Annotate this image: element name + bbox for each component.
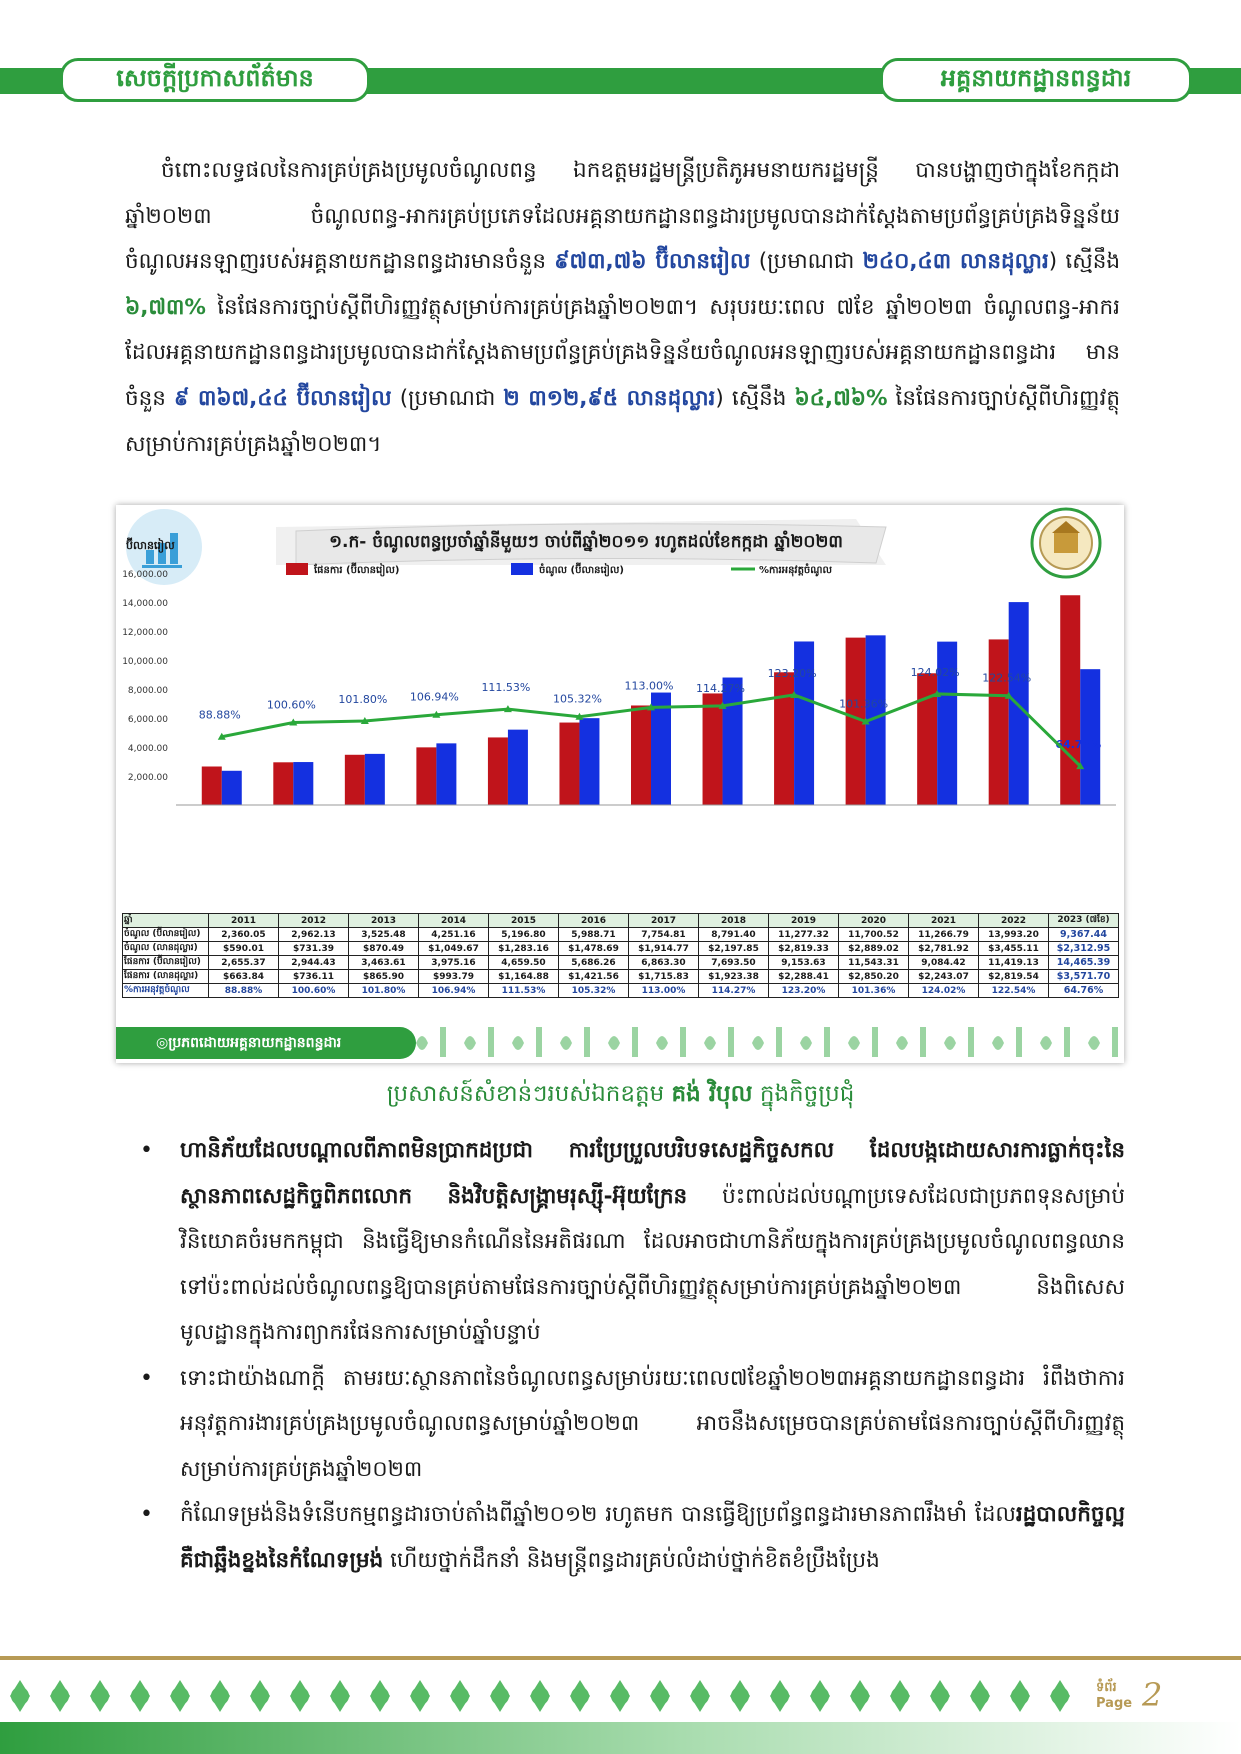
bar-plan	[416, 747, 436, 805]
ornament-motif	[608, 1036, 620, 1050]
ornament-motif	[650, 1680, 670, 1712]
ornament-motif	[90, 1680, 110, 1712]
legend-label: ផែនការ (ប៊ីលានរៀល)	[314, 565, 400, 576]
table-header-cell: ឆ្នាំ	[123, 914, 209, 928]
footer-rule	[0, 1656, 1241, 1660]
intro-paragraph: ចំពោះលទ្ធផលនៃការគ្រប់គ្រងប្រមូលចំណូលពន្ធ ឯកឧត្តមរដ្ឋមន្ត្រីប្រតិភូអមនាយករដ្ឋមន្ត្រី បានបង្ហាញថាក្នុងខែកក្កដា ឆ្នាំ២០២៣ ចំណូលពន្ធ-អាករគ្រប់ប្រភេទដែលអគ្គនាយកដ្ឋានពន្ធដារប្រមូលបានដាក់ស្តែងតាមប្រព័ន្ធគ្រប់គ្រងទិន្នន័យចំណូលអនឡាញរបស់អគ្គនាយកដ្ឋានពន្ធដារមានចំនួន ៩៧៣,៧៦ ប៊ីលានរៀល (ប្រមាណជា ២៤០,៤៣ លានដុល្លារ) ស្មើនឹង ៦,៧៣% នៃផែនការច្បាប់ស្តីពីហិរញ្ញវត្ថុសម្រាប់ការគ្រប់គ្រងឆ្នាំ២០២៣។ សរុបរយៈពេល ៧ខែ ឆ្នាំ២០២៣ ចំណូលពន្ធ-អាករ ដែលអគ្គនាយកដ្ឋានពន្ធដារប្រមូលបានដាក់ស្តែងតាមប្រព័ន្ធគ្រប់គ្រងទិន្នន័យចំណូលអនឡាញរបស់អគ្គនាយកដ្ឋានពន្ធដារ មានចំនួន ៩ ៣៦៧,៤៤ ប៊ីលានរៀល (ប្រមាណជា ២ ៣១២,៩៥ លានដុល្លារ) ស្មើនឹង ៦៤,៧៦% នៃផែនការច្បាប់ស្តីពីហិរញ្ញវត្ថុសម្រាប់ការគ្រប់គ្រងឆ្នាំ២០២៣។	[125, 158, 1121, 457]
y-axis-label: ប៊ីលានរៀល	[126, 539, 175, 552]
ornament-motif	[290, 1680, 310, 1712]
y-tick-label: 12,000.00	[122, 628, 168, 638]
y-tick-label: 6,000.00	[127, 715, 168, 725]
ornament-motif	[1010, 1680, 1030, 1712]
ornament-motif	[848, 1036, 860, 1050]
table-cell: 4,659.50	[489, 956, 559, 970]
table-cell: 8,791.40	[699, 928, 769, 942]
table-header-row: ឆ្នាំ 2011 2012 2013 2014 2015 2016 2017 2018 2019 2020 2021 2022 2023 (៧ខែ)	[123, 914, 1119, 928]
table-cell: 88.88%	[209, 984, 279, 998]
table-cell: 101.80%	[349, 984, 419, 998]
bar-revenue	[293, 762, 313, 805]
list-item: • ទោះជាយ៉ាងណាក្តី តាមរយៈស្ថានភាពនៃចំណូលពន្ធសម្រាប់រយៈពេល៧ខែឆ្នាំ២០២៣អគ្គនាយកដ្ឋានពន្ធដារ រំពឹងថាការអនុវត្តការងារគ្រប់គ្រងប្រមូលចំណូលពន្ធសម្រាប់ឆ្នាំ២០២៣ អាចនឹងសម្រេចបានគ្រប់តាមផែនការច្បាប់ស្តីពីហិរញ្ញវត្ថុសម្រាប់ការគ្រប់គ្រងឆ្នាំ២០២៣	[140, 1365, 1125, 1482]
list-item: • ហានិភ័យដែលបណ្តាលពីភាពមិនប្រាកដប្រជា ការប្រែប្រួលបរិបទសេដ្ឋកិច្ចសកល ដែលបង្កដោយសារការធ្លាក់ចុះនៃស្ថានភាពសេដ្ឋកិច្ចពិភពលោក និងវិបត្តិសង្គ្រាមរុស្ស៊ី-អ៊ុយក្រែន ប៉ះពាល់ដល់បណ្តាប្រទេសដែលជាប្រភពទុនសម្រាប់វិនិយោគចំរមកកម្ពុជា និងធ្វើឱ្យមានកំណើននៃអតិផរណា ដែលអាចជាហានិភ័យក្នុងការគ្រប់គ្រងប្រមូលចំណូលពន្ធឈានទៅប៉ះពាល់ដល់ចំណូលពន្ធឱ្យបានគ្រប់តាមផែនការច្បាប់ស្តីពីហិរញ្ញវត្ថុសម្រាប់ការគ្រប់គ្រងឆ្នាំ២០២៣ និងពិសេសមូលដ្ឋានក្នុងការព្យាករផែនការសម្រាប់ឆ្នាំបន្ទាប់	[140, 1138, 1125, 1345]
table-cell: 4,251.16	[419, 928, 489, 942]
table-cell: 5,988.71	[559, 928, 629, 942]
bar-plan	[488, 737, 508, 805]
table-cell: $1,715.83	[629, 970, 699, 984]
value-july-usd: ២៤០,៤៣ លានដុល្លារ	[862, 249, 1049, 275]
ornament-motif	[464, 1036, 476, 1050]
y-tick-label: 14,000.00	[122, 599, 168, 609]
table-row-label: ចំណូល (លានដុល្លារ)	[123, 942, 209, 956]
ornament-motif	[970, 1680, 990, 1712]
table-cell: $1,049.67	[419, 942, 489, 956]
pct-data-label: 113.00%	[624, 679, 674, 693]
table-cell: 13,993.20	[979, 928, 1049, 942]
table-cell: 113.00%	[629, 984, 699, 998]
table-cell: 11,700.52	[839, 928, 909, 942]
ornament-motif	[512, 1036, 524, 1050]
table-cell: $2,850.20	[839, 970, 909, 984]
table-cell: $1,421.56	[559, 970, 629, 984]
ornament-motif	[250, 1680, 270, 1712]
ornament-motif	[488, 1027, 494, 1057]
ornament-motif	[656, 1036, 668, 1050]
bar-revenue	[723, 678, 743, 805]
chart-panel	[116, 505, 1124, 1063]
table-cell: $2,819.33	[769, 942, 839, 956]
ornament-motif	[992, 1036, 1004, 1050]
ornament-motif	[632, 1027, 638, 1057]
table-cell: 101.36%	[839, 984, 909, 998]
table-cell: 11,277.32	[769, 928, 839, 942]
legend-label: %ការអនុវត្តចំណូល	[759, 565, 833, 576]
table-cell: 3,975.16	[419, 956, 489, 970]
table-cell: 14,465.39	[1049, 956, 1119, 970]
ornament-motif	[370, 1680, 390, 1712]
pct-data-label: 111.53%	[481, 681, 531, 695]
y-tick-label: 8,000.00	[127, 686, 168, 696]
ornament-motif	[776, 1027, 782, 1057]
table-row-label: %ការអនុវត្តចំណូល	[123, 984, 209, 998]
table-row-label: ផែនការ (ប៊ីលានរៀល)	[123, 956, 209, 970]
pct-data-label: 123.20%	[767, 666, 817, 680]
ornament-motif	[610, 1680, 630, 1712]
table-row	[123, 984, 1119, 998]
official-name: គង់ វិបុល	[671, 1081, 753, 1107]
ornament-motif	[1016, 1027, 1022, 1057]
ornament-motif	[584, 1027, 590, 1057]
table-row	[123, 970, 1119, 984]
ornament-motif	[1040, 1036, 1052, 1050]
table-cell: 11,266.79	[909, 928, 979, 942]
table-cell: 9,153.63	[769, 956, 839, 970]
pct-data-label: 122.54%	[982, 671, 1032, 685]
table-cell: 7,754.81	[629, 928, 699, 942]
header-tab-gdt: អគ្គនាយកដ្ឋានពន្ធដារ	[880, 58, 1192, 102]
bar-revenue	[579, 718, 599, 805]
quotes-subheading: ប្រសាសន៍សំខាន់ៗរបស់ឯកឧត្តម គង់ វិបុល ក្នុងកិច្ចប្រជុំ	[386, 1081, 855, 1107]
table-cell: 11,543.31	[839, 956, 909, 970]
ornament-motif	[930, 1680, 950, 1712]
ornament-motif	[752, 1036, 764, 1050]
pct-data-label: 101.36%	[839, 697, 889, 711]
table-cell: 2,944.43	[279, 956, 349, 970]
table-cell: 11,419.13	[979, 956, 1049, 970]
ornament-motif	[890, 1680, 910, 1712]
ornament-motif	[824, 1027, 830, 1057]
ornament-motif	[130, 1680, 150, 1712]
ornament-motif	[416, 1036, 428, 1050]
ornament-motif	[560, 1036, 572, 1050]
table-row	[123, 928, 1119, 942]
key-points-list	[140, 1128, 1125, 1583]
table-cell: $663.84	[209, 970, 279, 984]
ornament-motif	[450, 1680, 470, 1712]
value-july-pct: ៦,៧៣%	[125, 294, 206, 320]
ornament-motif	[770, 1680, 790, 1712]
table-row-label: ផែនការ (លានដុល្លារ)	[123, 970, 209, 984]
table-cell: $2,819.54	[979, 970, 1049, 984]
table-cell: $2,781.92	[909, 942, 979, 956]
ornament-motif	[728, 1027, 734, 1057]
table-cell: $3,455.11	[979, 942, 1049, 956]
ornament-motif	[1050, 1680, 1070, 1712]
table-cell: 5,686.26	[559, 956, 629, 970]
bar-plan	[273, 762, 293, 805]
table-cell: 105.32%	[559, 984, 629, 998]
ornament-motif	[968, 1027, 974, 1057]
ornament-motif	[50, 1680, 70, 1712]
revenue-table	[122, 913, 1119, 998]
bar-revenue	[1080, 669, 1100, 805]
bar-revenue	[436, 743, 456, 805]
table-cell: $2,889.02	[839, 942, 909, 956]
value-july-riel: ៩៧៣,៧៦ ប៊ីលានរៀល	[554, 249, 751, 275]
pct-data-label: 124.02%	[910, 665, 960, 679]
y-tick-label: 2,000.00	[127, 773, 168, 783]
table-cell: 106.94%	[419, 984, 489, 998]
ornament-motif	[440, 1027, 446, 1057]
table-cell: $731.39	[279, 942, 349, 956]
ornament-motif	[1088, 1036, 1100, 1050]
ornament-motif	[810, 1680, 830, 1712]
table-cell: $993.79	[419, 970, 489, 984]
y-tick-label: 4,000.00	[127, 744, 168, 754]
table-cell: 64.76%	[1049, 984, 1119, 998]
value-7m-usd: ២ ៣១២,៩៥ លានដុល្លារ	[503, 385, 716, 411]
ornament-motif	[10, 1680, 30, 1712]
ornament-motif	[896, 1036, 908, 1050]
page-number: 2	[1142, 1676, 1163, 1714]
table-cell: 5,196.80	[489, 928, 559, 942]
table-cell: $1,923.38	[699, 970, 769, 984]
ornament-motif	[872, 1027, 878, 1057]
ornament-motif	[690, 1680, 710, 1712]
ornament-motif	[1112, 1027, 1118, 1057]
pct-data-label: 101.80%	[338, 693, 388, 707]
table-cell: 122.54%	[979, 984, 1049, 998]
table-cell: 9,084.42	[909, 956, 979, 970]
table-cell: 3,525.48	[349, 928, 419, 942]
table-cell: $1,478.69	[559, 942, 629, 956]
table-cell: $2,243.07	[909, 970, 979, 984]
table-cell: 123.20%	[769, 984, 839, 998]
ornament-motif	[170, 1680, 190, 1712]
header-tab-press-release: សេចក្តីប្រកាសព័ត៌មាន	[60, 58, 370, 102]
legend-label: ចំណូល (ប៊ីលានរៀល)	[539, 565, 624, 576]
ornament-motif	[490, 1680, 510, 1712]
bar-plan	[989, 639, 1009, 805]
table-row	[123, 942, 1119, 956]
y-tick-label: 16,000.00	[122, 570, 168, 580]
ornament-motif	[330, 1680, 350, 1712]
ornament-motif	[570, 1680, 590, 1712]
table-cell: $2,312.95	[1049, 942, 1119, 956]
table-cell: $1,164.88	[489, 970, 559, 984]
footer-ornament	[0, 1666, 1241, 1754]
pct-data-label: 105.32%	[552, 692, 602, 706]
bar-revenue	[508, 730, 528, 805]
chart-title-wrap	[116, 505, 1124, 593]
pct-data-label: 114.27%	[696, 681, 746, 695]
ornament-motif	[944, 1036, 956, 1050]
table-cell: 2,962.13	[279, 928, 349, 942]
bar-plan	[559, 723, 579, 805]
table-row-label: ចំណូល (ប៊ីលានរៀល)	[123, 928, 209, 942]
ornament-motif	[680, 1027, 686, 1057]
table-cell: 3,463.61	[349, 956, 419, 970]
table-cell: 114.27%	[699, 984, 769, 998]
bar-plan	[345, 755, 365, 805]
pct-data-label: 64.76%	[1055, 738, 1102, 752]
table-cell: 124.02%	[909, 984, 979, 998]
pct-data-label: 88.88%	[198, 708, 241, 722]
table-cell: 9,367.44	[1049, 928, 1119, 942]
chart-title: ១.ក- ចំណូលពន្ធប្រចាំឆ្នាំនីមួយៗ ចាប់ពីឆ្នាំ២០១១ រហូតដល់ខែកក្កដា ឆ្នាំ២០២៣	[329, 532, 843, 552]
bar-revenue	[222, 771, 242, 805]
table-cell: $870.49	[349, 942, 419, 956]
table-cell: $1,914.77	[629, 942, 699, 956]
table-cell: 111.53%	[489, 984, 559, 998]
ornament-motif	[704, 1036, 716, 1050]
table-cell: $736.11	[279, 970, 349, 984]
ornament-motif	[530, 1680, 550, 1712]
ornament-motif	[920, 1027, 926, 1057]
table-cell: $2,197.85	[699, 942, 769, 956]
bar-plan	[917, 673, 937, 805]
bar-plan	[202, 766, 222, 805]
table-cell: $590.01	[209, 942, 279, 956]
table-cell: $3,571.70	[1049, 970, 1119, 984]
bar-plan	[631, 705, 651, 805]
ornament-motif	[730, 1680, 750, 1712]
ornament-motif	[410, 1680, 430, 1712]
table-cell: 7,693.50	[699, 956, 769, 970]
chart-source: ◎ប្រភពដោយអគ្គនាយកដ្ឋានពន្ធដារ	[116, 1027, 416, 1059]
table-cell: 2,655.37	[209, 956, 279, 970]
list-item: • កំណែទម្រង់និងទំនើបកម្មពន្ធដារចាប់តាំងពីឆ្នាំ២០១២ រហូតមក បានធ្វើឱ្យប្រព័ន្ធពន្ធដារមានភាពរឹងមាំ ដែលរដ្ឋបាលកិច្ចល្អ គឺជាឆ្អឹងខ្នងនៃកំណែទម្រង់ ហើយថ្នាក់ដឹកនាំ និងមន្ត្រីពន្ធដារគ្រប់លំដាប់ថ្នាក់ខិតខំប្រឹងប្រែង	[140, 1502, 1125, 1573]
table-cell: 100.60%	[279, 984, 349, 998]
pct-data-label: 100.60%	[266, 698, 316, 712]
value-7m-pct: ៦៤,៧៦%	[794, 385, 888, 411]
table-cell: 6,863.30	[629, 956, 699, 970]
ornament-motif	[800, 1036, 812, 1050]
ornament-motif	[210, 1680, 230, 1712]
page-label: ទំព័រ Page	[1096, 1680, 1133, 1711]
value-7m-riel: ៩ ៣៦៧,៤៤ ប៊ីលានរៀល	[174, 385, 392, 411]
ornament-motif	[536, 1027, 542, 1057]
table-row	[123, 956, 1119, 970]
bar-revenue	[365, 754, 385, 805]
pct-data-label: 106.94%	[409, 690, 459, 704]
bar-plan	[1060, 595, 1080, 805]
table-cell: $2,288.41	[769, 970, 839, 984]
table-cell: $1,283.16	[489, 942, 559, 956]
bar-plan	[774, 672, 794, 805]
ornament-motif	[1064, 1027, 1070, 1057]
table-cell: 2,360.05	[209, 928, 279, 942]
y-tick-label: 10,000.00	[122, 657, 168, 667]
ornament-motif	[850, 1680, 870, 1712]
bar-plan	[703, 693, 723, 805]
table-cell: $865.90	[349, 970, 419, 984]
